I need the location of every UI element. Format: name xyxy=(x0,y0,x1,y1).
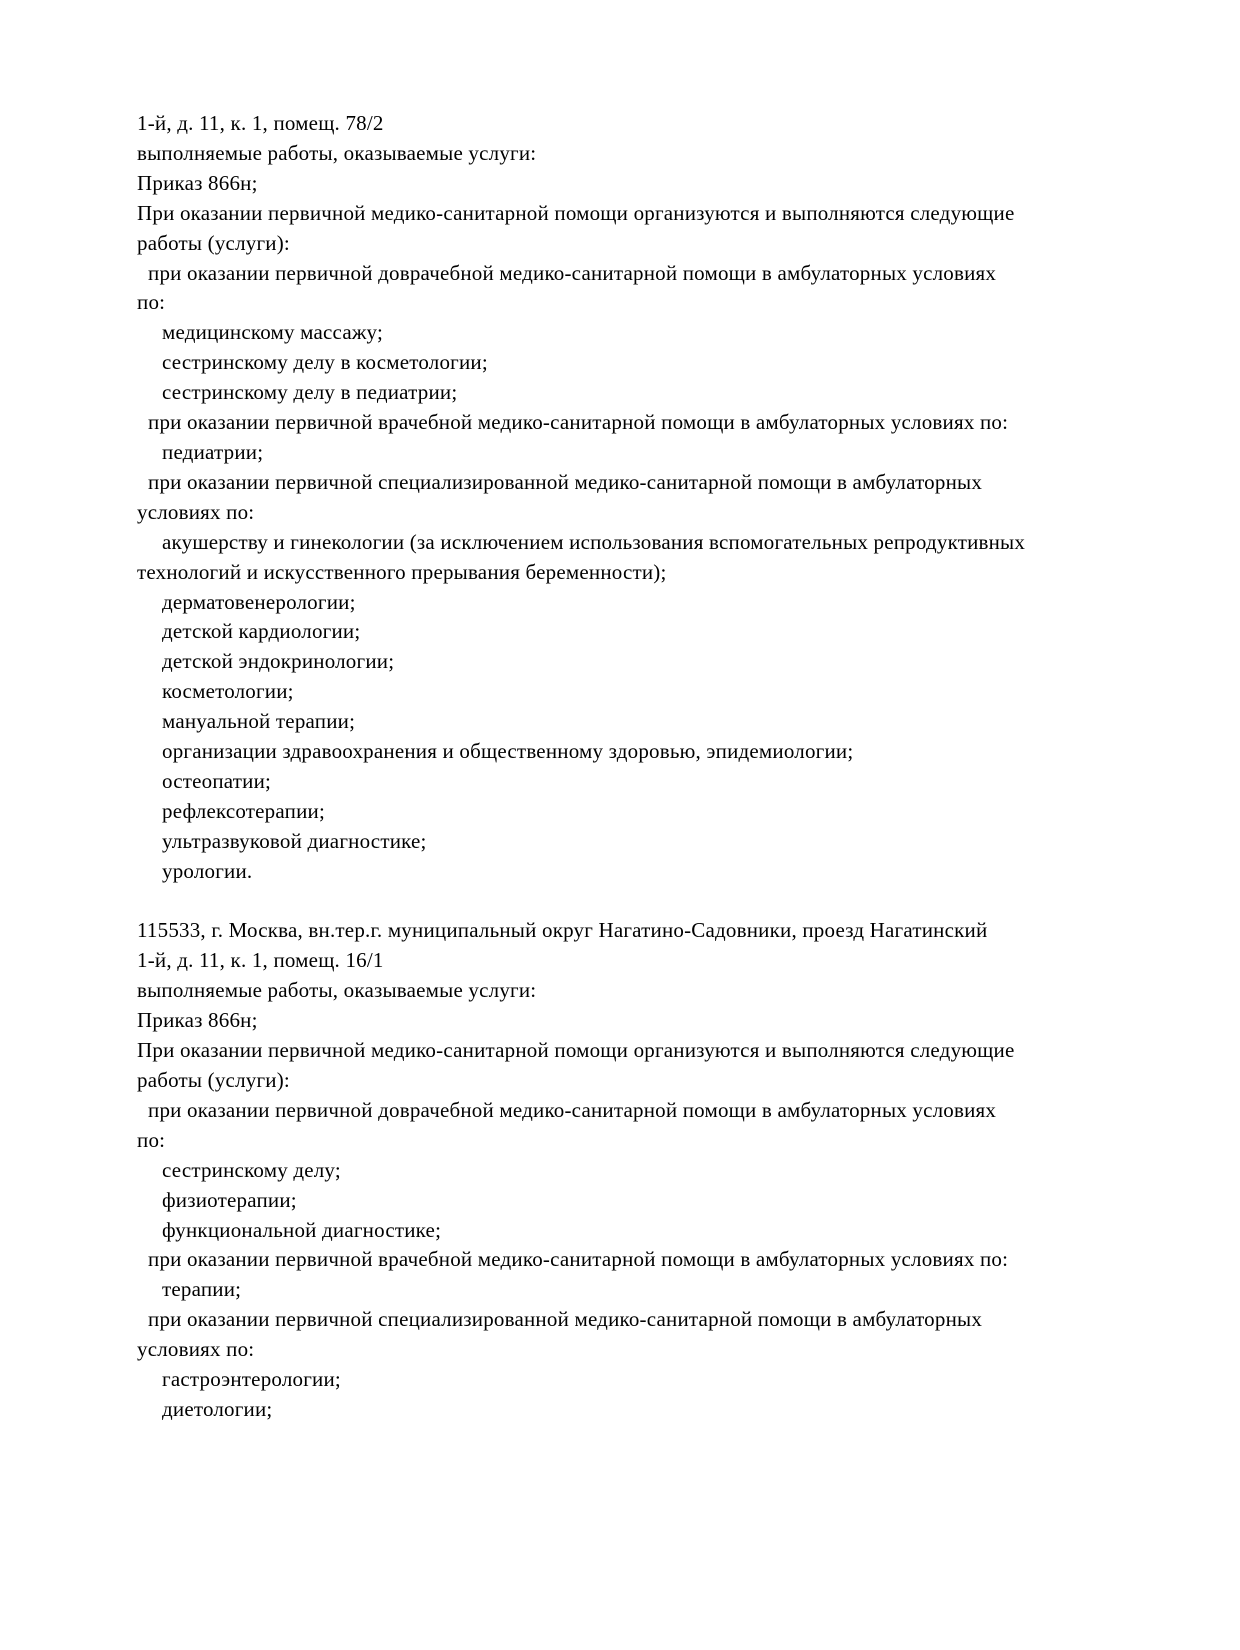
document-line: выполняемые работы, оказываемые услуги: xyxy=(137,978,537,1003)
document-line: технологий и искусственного прерывания беременности); xyxy=(137,559,667,584)
document-line: Приказ 866н; xyxy=(137,1008,258,1033)
document-line: при оказании первичной врачебной медико-санитарной помощи в амбулаторных условиях по: xyxy=(148,1247,1009,1272)
document-line: 115533, г. Москва, вн.тер.г. муниципальный округ Нагатино-Садовники, проезд Нагатинский xyxy=(137,918,988,943)
document-line: ультразвуковой диагностике; xyxy=(162,828,427,853)
document-line: детской эндокринологии; xyxy=(162,649,395,674)
document-line: при оказании первичной доврачебной медико-санитарной помощи в амбулаторных условиях xyxy=(148,260,997,285)
document-line: 1-й, д. 11, к. 1, помещ. 16/1 xyxy=(137,948,384,973)
document-line: организации здравоохранения и общественному здоровью, эпидемиологии; xyxy=(162,739,854,764)
document-line: работы (услуги): xyxy=(137,1067,290,1092)
document-line: при оказании первичной доврачебной медико-санитарной помощи в амбулаторных условиях xyxy=(148,1097,997,1122)
document-line: диетологии; xyxy=(162,1396,273,1421)
document-line: мануальной терапии; xyxy=(162,709,356,734)
document-line: акушерству и гинекологии (за исключением использования вспомогательных репродуктивных xyxy=(162,529,1026,554)
document-line: косметологии; xyxy=(162,679,294,704)
location-premises-16-1 xyxy=(137,916,1210,1424)
document-line: сестринскому делу в педиатрии; xyxy=(162,380,458,405)
document-line: выполняемые работы, оказываемые услуги: xyxy=(137,140,537,165)
document-line: рефлексотерапии; xyxy=(162,798,325,823)
document-line: педиатрии; xyxy=(162,439,264,464)
document-line: условиях по: xyxy=(137,1337,255,1362)
document-line: При оказании первичной медико-санитарной помощи организуются и выполняются следующие xyxy=(137,1038,1015,1063)
document-line: по: xyxy=(137,1127,166,1152)
document-body xyxy=(137,109,1210,1425)
document-line: физиотерапии; xyxy=(162,1187,297,1212)
document-line: сестринскому делу в косметологии; xyxy=(162,350,488,375)
document-line: по: xyxy=(137,290,166,315)
document-line: при оказании первичной врачебной медико-санитарной помощи в амбулаторных условиях по: xyxy=(148,410,1009,435)
document-line: при оказании первичной специализированной медико-санитарной помощи в амбулаторных xyxy=(148,469,983,494)
document-line: медицинскому массажу; xyxy=(162,320,384,345)
document-line: при оказании первичной специализированной медико-санитарной помощи в амбулаторных xyxy=(148,1307,983,1332)
document-line: гастроэнтерологии; xyxy=(162,1367,341,1392)
document-line: работы (услуги): xyxy=(137,230,290,255)
document-line: функциональной диагностике; xyxy=(162,1217,442,1242)
document-line: остеопатии; xyxy=(162,768,272,793)
document-line: При оказании первичной медико-санитарной помощи организуются и выполняются следующие xyxy=(137,200,1015,225)
document-line: Приказ 866н; xyxy=(137,170,258,195)
document-line: детской кардиологии; xyxy=(162,619,361,644)
document-line: 1-й, д. 11, к. 1, помещ. 78/2 xyxy=(137,111,384,135)
location-premises-78-2 xyxy=(137,109,1210,887)
document-line: урологии. xyxy=(162,858,253,883)
document-line: условиях по: xyxy=(137,499,255,524)
document-line: терапии; xyxy=(162,1277,242,1302)
document-line: дерматовенерологии; xyxy=(162,589,356,614)
document-line: сестринскому делу; xyxy=(162,1157,341,1182)
